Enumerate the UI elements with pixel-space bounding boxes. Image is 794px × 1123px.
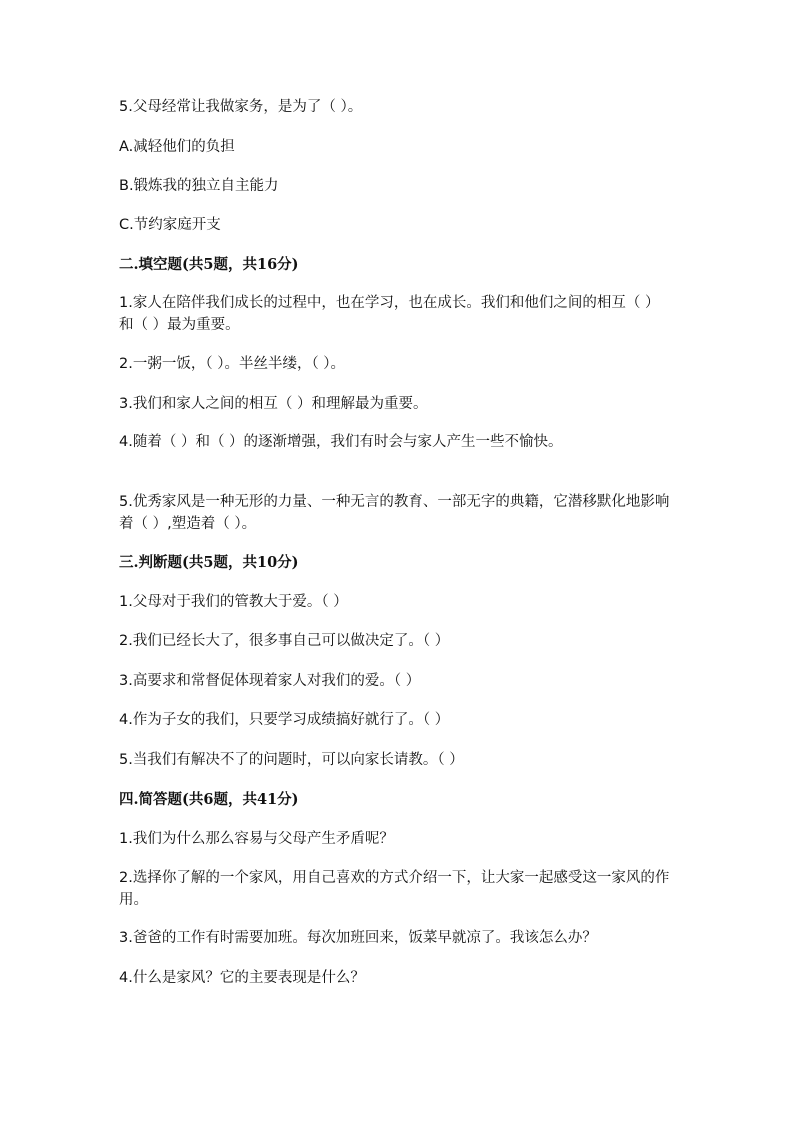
section-2-title: 二.填空题(共5题，共16分) <box>119 256 299 273</box>
fill-blank-item-5: 5.优秀家风是一种无形的力量、一种无言的教育、一部无字的典籍，它潜移默化地影响着（ ）,塑造着（ ）。 <box>119 494 670 532</box>
short-answer-item-1: 1.我们为什么那么容易与父母产生矛盾呢？ <box>119 831 394 847</box>
true-false-item-4: 4.作为子女的我们，只要学习成绩搞好就行了。（ ） <box>119 712 450 728</box>
section-4-title: 四.简答题(共6题，共41分) <box>119 791 299 808</box>
question-5-option-a: A.减轻他们的负担 <box>119 139 235 155</box>
question-5-option-c: C.节约家庭开支 <box>119 217 221 233</box>
question-5-stem: 5.父母经常让我做家务，是为了（ ）。 <box>119 99 363 115</box>
true-false-item-1: 1.父母对于我们的管教大于爱。（ ） <box>119 594 348 610</box>
short-answer-item-3: 3.爸爸的工作有时需要加班。每次加班回来，饭菜早就凉了。我该怎么办？ <box>119 930 597 946</box>
true-false-item-3: 3.高要求和常督促体现着家人对我们的爱。（ ） <box>119 673 421 689</box>
fill-blank-item-4: 4.随着（ ）和（ ）的逐渐增强，我们有时会与家人产生一些不愉快。 <box>119 434 563 450</box>
fill-blank-item-1: 1.家人在陪伴我们成长的过程中，也在学习，也在成长。我们和他们之间的相互（ ）和（ ）最为重要。 <box>119 295 660 333</box>
question-5-option-b: B.锻炼我的独立自主能力 <box>119 178 279 194</box>
fill-blank-item-2: 2.一粥一饭，（ ）。半丝半缕，（ ）。 <box>119 356 346 372</box>
true-false-item-5: 5.当我们有解决不了的问题时，可以向家长请教。（ ） <box>119 752 464 768</box>
short-answer-item-2: 2.选择你了解的一个家风，用自己喜欢的方式介绍一下，让大家一起感受这一家风的作用。 <box>119 870 670 908</box>
fill-blank-item-3: 3.我们和家人之间的相互（ ）和理解最为重要。 <box>119 396 428 412</box>
short-answer-item-4: 4.什么是家风？它的主要表现是什么？ <box>119 970 365 986</box>
true-false-item-2: 2.我们已经长大了，很多事自己可以做决定了。（ ） <box>119 633 450 649</box>
section-3-title: 三.判断题(共5题，共10分) <box>119 554 299 571</box>
